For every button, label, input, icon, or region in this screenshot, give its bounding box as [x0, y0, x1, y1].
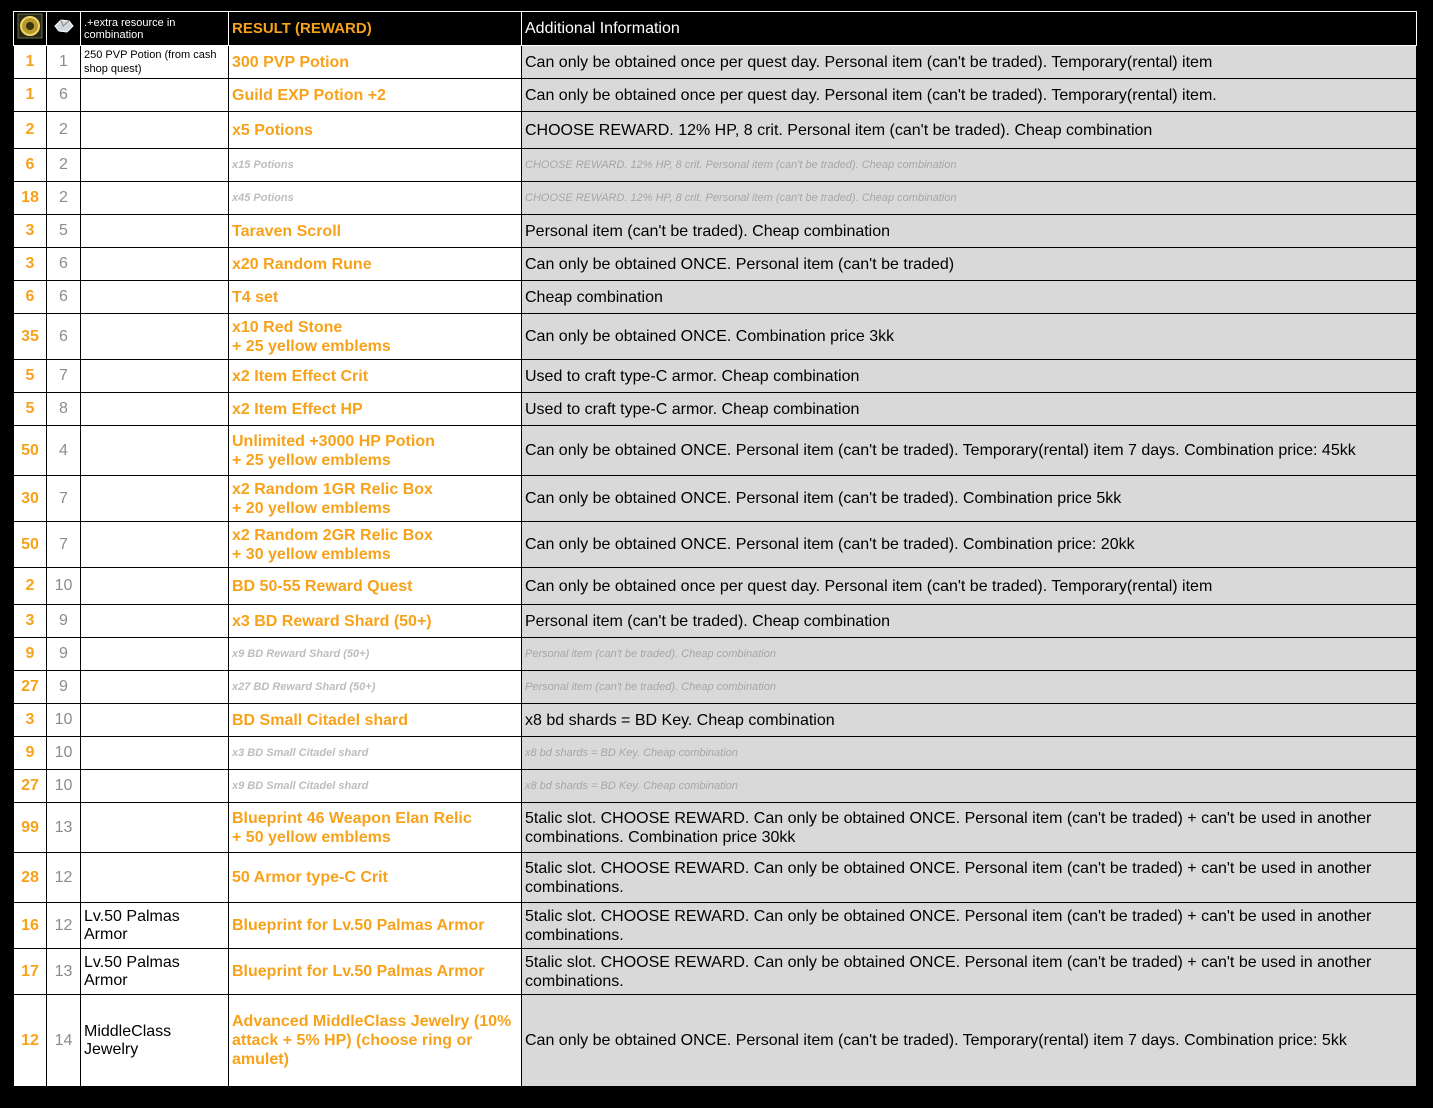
table-row	[14, 568, 1417, 605]
result-reward: x5 Potions	[229, 112, 522, 149]
cost-crystal: 6	[47, 248, 81, 281]
table-row	[14, 737, 1417, 770]
cost-crystal: 14	[47, 995, 81, 1087]
table-row	[14, 46, 1417, 79]
additional-info: Can only be obtained once per quest day. Personal item (can't be traded). Temporary(rental) item.	[522, 79, 1417, 112]
cost-crystal: 1	[47, 46, 81, 79]
additional-info: Can only be obtained ONCE. Personal item (can't be traded). Temporary(rental) item 7 days. Combination price: 5kk	[522, 995, 1417, 1087]
extra-resource	[81, 281, 229, 314]
cost-crystal: 6	[47, 314, 81, 360]
result-reward: x10 Red Stone + 25 yellow emblems	[229, 314, 522, 360]
extra-resource	[81, 853, 229, 903]
extra-resource	[81, 671, 229, 704]
extra-resource	[81, 426, 229, 476]
cost-coin: 16	[14, 903, 47, 949]
cost-crystal: 10	[47, 568, 81, 605]
table-row	[14, 360, 1417, 393]
table-row	[14, 112, 1417, 149]
extra-resource: Lv.50 Palmas Armor	[81, 903, 229, 949]
combination-table	[13, 11, 1417, 1087]
cost-coin: 2	[14, 112, 47, 149]
table-row	[14, 853, 1417, 903]
additional-info: Cheap combination	[522, 281, 1417, 314]
extra-resource: 250 PVP Potion (from cash shop quest)	[81, 46, 229, 79]
extra-resource	[81, 314, 229, 360]
extra-resource	[81, 360, 229, 393]
additional-info: CHOOSE REWARD. 12% HP, 8 crit. Personal item (can't be traded). Cheap combination	[522, 182, 1417, 215]
result-reward: 300 PVP Potion	[229, 46, 522, 79]
additional-info: Personal item (can't be traded). Cheap combination	[522, 638, 1417, 671]
table-row	[14, 605, 1417, 638]
additional-info: Can only be obtained ONCE. Personal item (can't be traded). Combination price 5kk	[522, 476, 1417, 522]
extra-resource: Lv.50 Palmas Armor	[81, 949, 229, 995]
header-info: Additional Information	[522, 12, 1417, 46]
cost-coin: 6	[14, 149, 47, 182]
table-row	[14, 770, 1417, 803]
extra-resource	[81, 112, 229, 149]
additional-info: Can only be obtained once per quest day. Personal item (can't be traded). Temporary(rental) item	[522, 568, 1417, 605]
header-cell-crystal	[47, 12, 81, 46]
table-row	[14, 995, 1417, 1087]
result-reward: x2 Random 1GR Relic Box + 20 yellow emblems	[229, 476, 522, 522]
table-row	[14, 522, 1417, 568]
cost-coin: 17	[14, 949, 47, 995]
extra-resource	[81, 605, 229, 638]
extra-resource	[81, 770, 229, 803]
result-reward: 50 Armor type-C Crit	[229, 853, 522, 903]
result-reward: x20 Random Rune	[229, 248, 522, 281]
table-row	[14, 903, 1417, 949]
additional-info: Used to craft type-C armor. Cheap combination	[522, 360, 1417, 393]
extra-resource	[81, 248, 229, 281]
result-reward: Blueprint for Lv.50 Palmas Armor	[229, 903, 522, 949]
additional-info: Can only be obtained ONCE. Personal item (can't be traded). Combination price: 20kk	[522, 522, 1417, 568]
table-row	[14, 248, 1417, 281]
cost-crystal: 13	[47, 949, 81, 995]
cost-coin: 27	[14, 770, 47, 803]
additional-info: CHOOSE REWARD. 12% HP, 8 crit. Personal item (can't be traded). Cheap combination	[522, 149, 1417, 182]
header-row	[14, 12, 1417, 46]
result-reward: Unlimited +3000 HP Potion + 25 yellow emblems	[229, 426, 522, 476]
cost-coin: 50	[14, 426, 47, 476]
cost-coin: 18	[14, 182, 47, 215]
cost-crystal: 12	[47, 903, 81, 949]
result-reward: BD 50-55 Reward Quest	[229, 568, 522, 605]
additional-info: CHOOSE REWARD. 12% HP, 8 crit. Personal item (can't be traded). Cheap combination	[522, 112, 1417, 149]
cost-coin: 3	[14, 248, 47, 281]
cost-coin: 28	[14, 853, 47, 903]
cost-coin: 30	[14, 476, 47, 522]
cost-crystal: 8	[47, 393, 81, 426]
cost-crystal: 6	[47, 79, 81, 112]
result-reward: Blueprint 46 Weapon Elan Relic + 50 yellow emblems	[229, 803, 522, 853]
extra-resource	[81, 638, 229, 671]
additional-info: Can only be obtained ONCE. Combination price 3kk	[522, 314, 1417, 360]
result-reward: x3 BD Small Citadel shard	[229, 737, 522, 770]
additional-info: x8 bd shards = BD Key. Cheap combination	[522, 770, 1417, 803]
extra-resource	[81, 522, 229, 568]
additional-info: x8 bd shards = BD Key. Cheap combination	[522, 737, 1417, 770]
table-row	[14, 182, 1417, 215]
additional-info: 5talic slot. CHOOSE REWARD. Can only be obtained ONCE. Personal item (can't be traded) + can't be used in another combinations. Combination price 30kk	[522, 803, 1417, 853]
extra-resource	[81, 79, 229, 112]
result-reward: Taraven Scroll	[229, 215, 522, 248]
cost-crystal: 2	[47, 182, 81, 215]
cost-crystal: 10	[47, 737, 81, 770]
cost-crystal: 7	[47, 360, 81, 393]
additional-info: 5talic slot. CHOOSE REWARD. Can only be obtained ONCE. Personal item (can't be traded) + can't be used in another combinations.	[522, 853, 1417, 903]
cost-coin: 1	[14, 46, 47, 79]
result-reward: x2 Item Effect Crit	[229, 360, 522, 393]
cost-coin: 3	[14, 605, 47, 638]
cost-coin: 27	[14, 671, 47, 704]
cost-crystal: 9	[47, 671, 81, 704]
result-reward: BD Small Citadel shard	[229, 704, 522, 737]
extra-resource	[81, 568, 229, 605]
extra-resource	[81, 704, 229, 737]
table-row	[14, 393, 1417, 426]
extra-resource	[81, 737, 229, 770]
additional-info: Can only be obtained once per quest day. Personal item (can't be traded). Temporary(rental) item	[522, 46, 1417, 79]
cost-coin: 50	[14, 522, 47, 568]
cost-coin: 35	[14, 314, 47, 360]
table-row	[14, 215, 1417, 248]
result-reward: x2 Random 2GR Relic Box + 30 yellow emblems	[229, 522, 522, 568]
header-result: RESULT (REWARD)	[229, 12, 522, 46]
cost-crystal: 5	[47, 215, 81, 248]
cost-coin: 2	[14, 568, 47, 605]
additional-info: 5talic slot. CHOOSE REWARD. Can only be obtained ONCE. Personal item (can't be traded) + can't be used in another combinations.	[522, 949, 1417, 995]
extra-resource	[81, 182, 229, 215]
cost-coin: 1	[14, 79, 47, 112]
extra-resource	[81, 215, 229, 248]
crystal-icon	[53, 18, 75, 34]
cost-crystal: 10	[47, 704, 81, 737]
cost-coin: 12	[14, 995, 47, 1087]
additional-info: Personal item (can't be traded). Cheap combination	[522, 671, 1417, 704]
result-reward: x9 BD Reward Shard (50+)	[229, 638, 522, 671]
header-cell-coin	[14, 12, 47, 46]
result-reward: x9 BD Small Citadel shard	[229, 770, 522, 803]
additional-info: Personal item (can't be traded). Cheap combination	[522, 215, 1417, 248]
cost-coin: 5	[14, 393, 47, 426]
header-extra-resource: .+extra resource in combination	[81, 12, 229, 46]
additional-info: x8 bd shards = BD Key. Cheap combination	[522, 704, 1417, 737]
cost-coin: 99	[14, 803, 47, 853]
cost-crystal: 13	[47, 803, 81, 853]
additional-info: Personal item (can't be traded). Cheap combination	[522, 605, 1417, 638]
cost-coin: 9	[14, 737, 47, 770]
extra-resource	[81, 393, 229, 426]
result-reward: T4 set	[229, 281, 522, 314]
cost-crystal: 6	[47, 281, 81, 314]
result-reward: x27 BD Reward Shard (50+)	[229, 671, 522, 704]
cost-crystal: 12	[47, 853, 81, 903]
table-row	[14, 803, 1417, 853]
cost-coin: 5	[14, 360, 47, 393]
table-row	[14, 149, 1417, 182]
additional-info: Used to craft type-C armor. Cheap combination	[522, 393, 1417, 426]
extra-resource	[81, 149, 229, 182]
cost-coin: 3	[14, 704, 47, 737]
extra-resource	[81, 476, 229, 522]
cost-coin: 9	[14, 638, 47, 671]
result-reward: x3 BD Reward Shard (50+)	[229, 605, 522, 638]
result-reward: Blueprint for Lv.50 Palmas Armor	[229, 949, 522, 995]
table-row	[14, 704, 1417, 737]
cost-coin: 6	[14, 281, 47, 314]
extra-resource: MiddleClass Jewelry	[81, 995, 229, 1087]
result-reward: x2 Item Effect HP	[229, 393, 522, 426]
table-row	[14, 949, 1417, 995]
result-reward: Advanced MiddleClass Jewelry (10% attack + 5% HP) (choose ring or amulet)	[229, 995, 522, 1087]
additional-info: Can only be obtained ONCE. Personal item (can't be traded). Temporary(rental) item 7 days. Combination price: 45kk	[522, 426, 1417, 476]
cost-crystal: 4	[47, 426, 81, 476]
gold-coin-icon	[17, 13, 43, 39]
cost-crystal: 7	[47, 476, 81, 522]
table-row	[14, 79, 1417, 112]
result-reward: x15 Potions	[229, 149, 522, 182]
table-row	[14, 281, 1417, 314]
cost-crystal: 7	[47, 522, 81, 568]
result-reward: Guild EXP Potion +2	[229, 79, 522, 112]
table-row	[14, 314, 1417, 360]
cost-crystal: 9	[47, 638, 81, 671]
cost-crystal: 2	[47, 112, 81, 149]
extra-resource	[81, 803, 229, 853]
cost-crystal: 10	[47, 770, 81, 803]
additional-info: 5talic slot. CHOOSE REWARD. Can only be obtained ONCE. Personal item (can't be traded) + can't be used in another combinations.	[522, 903, 1417, 949]
table-row	[14, 671, 1417, 704]
table-row	[14, 638, 1417, 671]
cost-crystal: 2	[47, 149, 81, 182]
additional-info: Can only be obtained ONCE. Personal item (can't be traded)	[522, 248, 1417, 281]
cost-crystal: 9	[47, 605, 81, 638]
cost-coin: 3	[14, 215, 47, 248]
table-row	[14, 476, 1417, 522]
result-reward: x45 Potions	[229, 182, 522, 215]
table-row	[14, 426, 1417, 476]
